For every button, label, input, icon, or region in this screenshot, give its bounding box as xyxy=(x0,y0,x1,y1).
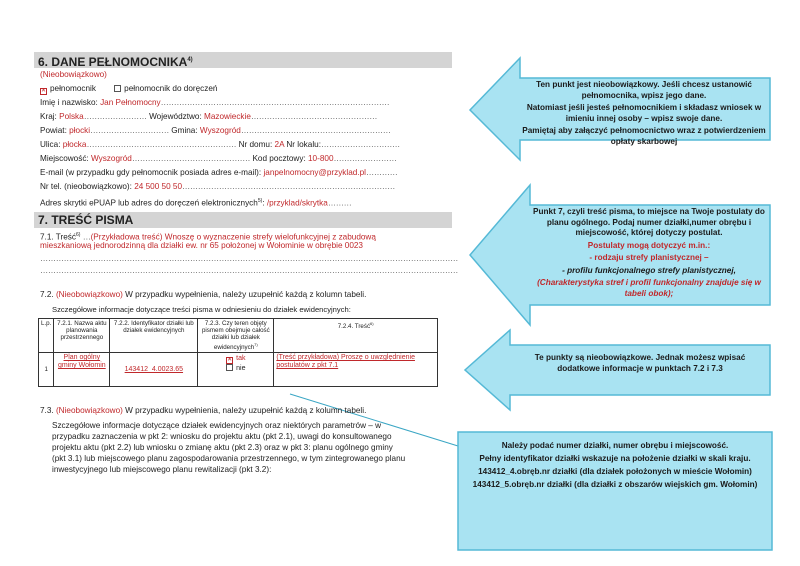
item-7-3-row xyxy=(40,406,366,416)
callout-3: Te punkty są nieobowiązkowe. Jednak możesz wpisać dodatkowe informacje w punktach 7.2 i 7.3 xyxy=(534,353,746,373)
item-7-1-empty-line1: …………………………………………………………………………………………………………………………………………… xyxy=(40,254,459,263)
parcels-table xyxy=(38,318,438,387)
section-6-header xyxy=(34,52,452,68)
item-7-3-para-line-2: przypadku zaznaczenia w pkt 2: wniosku do projektu aktu (pkt 2.1), uwagi do konsultowanego xyxy=(52,432,392,441)
section-6-footnote: 4) xyxy=(187,57,193,63)
house-field[interactable]: 2A xyxy=(274,140,285,149)
representative-type-row xyxy=(40,84,217,95)
name-label: Imię i nazwisko: xyxy=(40,98,98,107)
street-row: Ulica: płocka………………………………………………… Nr domu: 2A Nr lokalu:………………………… xyxy=(40,140,400,149)
callout-4 xyxy=(464,440,766,492)
epuap-label: Adres skrytki ePUAP lub adres do doręczeń elektronicznych xyxy=(40,198,258,208)
item-7-1-row: 7.1. Treść$^{6)}$ …(Przykładowa treść) Wnoszę o wyznaczenie strefy wielofunkcyjnej z zabudową xyxy=(40,232,376,242)
checkbox-whole-yes[interactable]: ✕ xyxy=(227,357,233,364)
item-7-3-text: W przypadku wypełnienia, należy uzupełnić każdą z kolumn tabeli. xyxy=(125,406,367,415)
callout-2-italic: - profilu funkcjonalnego strefy planistycznej, xyxy=(562,265,736,275)
callout-1-line-3: Pamiętaj aby załączyć pełnomocnictwo wraz z potwierdzeniem opłaty skarbowej xyxy=(522,126,766,146)
callout-2 xyxy=(532,207,766,301)
checkbox-whole-yes-label: tak xyxy=(236,355,246,363)
street-field[interactable]: płocka xyxy=(62,140,87,149)
callout-4-line-2: Pełny identyfikator działki wskazuje na położenie działki w skali kraju. xyxy=(479,454,751,463)
section-7-header xyxy=(34,212,452,228)
cell-content[interactable]: (Treść przykładowa) Proszę o uwzględnienie postulatów z pkt 7.1 xyxy=(274,353,438,387)
callout-2-red-2: (Charakterystyka stref i profil funkcjonalny znajduje się w tabeli obok); xyxy=(537,278,761,298)
phone-field[interactable]: 24 500 50 50 xyxy=(134,182,183,191)
country-field[interactable]: Polska xyxy=(59,112,84,121)
item-7-2-prefix: 7.2. xyxy=(40,290,54,299)
email-row: E-mail (w przypadku gdy pełnomocnik posiada adres e-mail): janpelnomocny@przyklad.pl………… xyxy=(40,168,398,177)
callout-4-line-1: Należy podać numer działki, numer obrębu i miejscowość. xyxy=(501,441,729,450)
item-7-1-empty-line2: …………………………………………………………………………………………………………………………………………… xyxy=(40,266,459,275)
table-caption: Szczegółowe informacje dotyczące treści pisma w odniesieniu do działek ewidencyjnych: xyxy=(52,305,351,314)
item-7-2-row xyxy=(40,290,366,300)
item-7-2-optional: (Nieobowiązkowo) xyxy=(55,290,123,299)
callout-2-line-2: Postulaty mogą dotyczyć m.in.: xyxy=(587,240,711,250)
cell-lp: 1 xyxy=(39,353,54,387)
checkbox-pelnomocnik[interactable]: ✕ xyxy=(41,88,47,94)
header-plan-name: 7.2.1. Nazwa aktu planowania przestrzennego xyxy=(54,319,110,353)
header-whole-parcel-footnote: 7) xyxy=(254,342,258,347)
table-header-row xyxy=(39,319,438,353)
checkbox-whole-no-label: nie xyxy=(236,365,246,373)
postal-label: Kod pocztowy: xyxy=(252,154,306,163)
item-7-2-text: W przypadku wypełnienia, należy uzupełnić każdą z kolumn tabeli. xyxy=(125,290,367,299)
commune-field[interactable]: Wyszogród xyxy=(199,126,241,135)
header-content-footnote: 6) xyxy=(370,321,374,326)
name-row: Imię i nazwisko: Jan Pełnomocny…………………………………………………………………………… xyxy=(40,98,390,107)
callout-1-line-2: Natomiast jeśli jesteś pełnomocnikiem i składasz wniosek w imieniu innej osoby – wpisz swoje dane. xyxy=(526,103,762,123)
checkbox-pelnomocnik-label: pełnomocnik xyxy=(50,84,96,93)
house-label: Nr domu: xyxy=(238,140,273,149)
street-label: Ulica: xyxy=(40,140,61,149)
callout-1 xyxy=(522,80,766,149)
callout-4-line-3: 143412_4.obręb.nr działki (dla działek położonych w mieście Wołomin) xyxy=(478,467,752,476)
item-7-3-optional: (Nieobowiązkowo) xyxy=(55,406,123,415)
phone-row: Nr tel. (nieobowiązkowo): 24 500 50 50……………………………………………………………………… xyxy=(40,182,395,191)
table-row xyxy=(39,353,438,387)
item-7-1-label: 7.1. Treść xyxy=(40,232,76,242)
section-6-optional: (Nieobowiązkowo) xyxy=(40,70,107,79)
name-field[interactable]: Jan Pełnomocny xyxy=(100,98,161,107)
apt-label: Nr lokalu: xyxy=(286,140,321,149)
cell-plan-name[interactable]: Plan ogólny gminy Wołomin xyxy=(54,353,110,387)
email-field[interactable]: janpelnomocny@przyklad.pl xyxy=(263,168,366,177)
section-6-title: 6. DANE PEŁNOMOCNIKA xyxy=(38,55,188,69)
item-7-3-para-line-1: Szczegółowe informacje dotyczące działek ewidencyjnych oraz niektórych parametrów – w xyxy=(52,421,382,430)
county-label: Powiat: xyxy=(40,126,67,135)
county-field[interactable]: płocki xyxy=(69,126,91,135)
callout-2-red-1: - rodzaju strefy planistycznej – xyxy=(589,253,709,262)
checkbox-doreczen[interactable] xyxy=(114,85,121,92)
header-lp: L.p. xyxy=(39,319,54,353)
voivodeship-field[interactable]: Mazowieckie xyxy=(204,112,251,121)
epuap-row: Adres skrytki ePUAP lub adres do doręczeń elektronicznych$^{5)}$: /przyklad/skrytka……… xyxy=(40,198,352,208)
callout-4-line-4: 143412_5.obręb.nr działki (dla działki z obszarów wiejskich gm. Wołomin) xyxy=(472,480,758,489)
checkbox-doreczen-label: pełnomocnik do doręczeń xyxy=(124,84,218,93)
item-7-1-footnote: 6) xyxy=(75,232,81,238)
header-whole-parcel-text: 7.2.3. Czy teren objęty pismem obejmuje całość działki lub działek ewidencyjnych xyxy=(201,320,270,352)
county-row: Powiat: płocki………………………… Gmina: Wyszogród………………………………………………… xyxy=(40,126,391,135)
cell-parcel-id[interactable]: 143412_4.0023.65 xyxy=(110,353,198,387)
item-7-3-para-line-5: inwestycyjnego lub miejscowego planu rewitalizacji (pkt 3.2): xyxy=(52,465,272,474)
item-7-3-para-line-3: projektu aktu (pkt 2.2) lub wniosku o zmianę aktu (pkt 2.3) oraz w pkt 3: planu ogólnego gminy xyxy=(52,443,393,452)
header-content xyxy=(274,319,438,353)
epuap-footnote: 5) xyxy=(257,198,263,204)
cell-whole-parcel xyxy=(198,353,274,387)
voivodeship-label: Województwo: xyxy=(149,112,202,121)
header-parcel-id: 7.2.2. Identyfikator działki lub działek ewidencyjnych xyxy=(110,319,198,353)
item-7-1-value-line1[interactable]: (Przykładowa treść) Wnoszę o wyznaczenie strefy wielofunkcyjnej z zabudową xyxy=(90,232,376,242)
checkbox-whole-no[interactable] xyxy=(226,364,233,371)
country-label: Kraj: xyxy=(40,112,57,121)
callout-1-line-1: Ten punkt jest nieobowiązkowy. Jeśli chcesz ustanowić pełnomocnika, wpisz jego dane. xyxy=(536,80,752,100)
epuap-field[interactable]: /przyklad/skrytka xyxy=(266,198,328,208)
item-7-3-prefix: 7.3. xyxy=(40,406,54,415)
callout-2-line-1: Punkt 7, czyli treść pisma, to miejsce na Twoje postulaty do planu ogólnego. Podaj numer działki,numer obrębu i miejscowość, której dotyczy postulat. xyxy=(533,207,765,237)
header-whole-parcel xyxy=(198,319,274,353)
item-7-3-para-line-4: (pkt 3.1) lub miejscowego planu zagospodarowania przestrzennego, w tym zintegrowanego planu xyxy=(52,454,406,463)
email-label: E-mail (w przypadku gdy pełnomocnik posiada adres e-mail): xyxy=(40,168,262,177)
header-content-text: 7.2.4. Treść xyxy=(337,323,371,331)
city-field[interactable]: Wyszogród xyxy=(90,154,132,163)
commune-label: Gmina: xyxy=(171,126,198,135)
phone-label: Nr tel. (nieobowiązkowo): xyxy=(40,182,132,191)
section-7-title: 7. TREŚĆ PISMA xyxy=(38,213,134,227)
city-row: Miejscowość: Wyszogród……………………………………… Kod pocztowy: 10-800…………………… xyxy=(40,154,397,163)
postal-field[interactable]: 10-800 xyxy=(308,154,334,163)
city-label: Miejscowość: xyxy=(40,154,89,163)
item-7-1-value-line2[interactable]: mieszkaniową jednorodzinną dla działki ew. nr 65 położonej w Wołominie w obrębie 0023 xyxy=(40,241,363,250)
country-row: Kraj: Polska…………………… Województwo: Mazowieckie………………………………………… xyxy=(40,112,378,121)
